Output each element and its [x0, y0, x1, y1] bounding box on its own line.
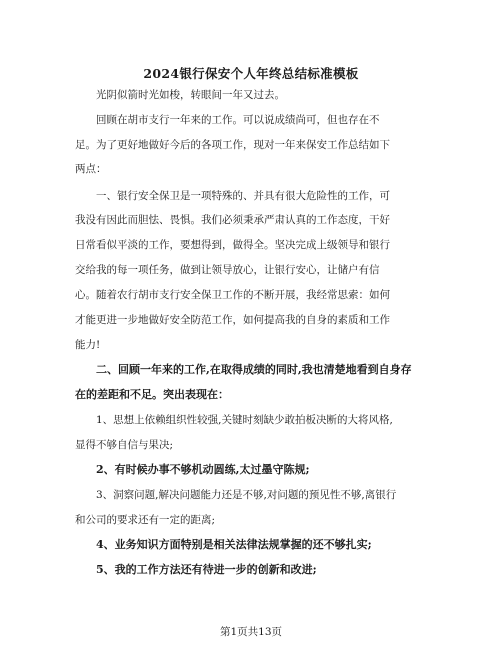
text-line: 在的差距和不足。突出表现在：	[75, 388, 229, 401]
text-line: 2、有时候办事不够机动圆练,太过墨守陈规;	[96, 463, 310, 476]
document-title: 2024银行保安个人年终总结标准模板	[143, 66, 359, 81]
text-line: 4、业务知识方面特别是相关法律法规掌握的还不够扎实;	[96, 538, 372, 551]
text-line: 显得不够自信与果决;	[75, 439, 174, 451]
text-line: 3、洞察问题,解决问题能力还是不够,对问题的预见性不够,离银行	[96, 489, 397, 501]
text-line: 足。为了更好地做好今后的各项工作，现对一年来保安工作总结如下	[75, 139, 390, 151]
text-line: 光阴似箭时光如梭，转眼间一年又过去。	[96, 89, 285, 101]
text-line: 能力!	[75, 339, 101, 351]
text-line: 1、思想上依赖组织性较强,关键时刻缺少敢拍板决断的大将风格,	[96, 414, 393, 426]
text-line: 5、我的工作方法还有待进一步的创新和改进;	[96, 563, 317, 576]
text-line: 才能更进一步地做好安全防范工作，如何提高我的自身的素质和工作	[75, 314, 390, 326]
text-line: 交给我的每一项任务，做到让领导放心，让银行安心，让储户有信	[75, 264, 380, 276]
text-line: 和公司的要求还有一定的距离;	[75, 514, 216, 526]
text-line: 回顾在胡市支行一年来的工作。可以说成绩尚可，但也存在不	[96, 114, 380, 126]
page-footer: 第1页共13页	[219, 626, 283, 638]
text-line: 两点：	[75, 163, 107, 175]
text-line: 一、银行安全保卫是一项特殊的、并具有很大危险性的工作，可	[96, 190, 390, 202]
text-line: 我没有因此而胆怯、畏惧。我们必须秉承严肃认真的工作态度，干好	[75, 214, 390, 226]
text-line: 二、回顾一年来的工作,在取得成绩的同时,我也清楚地看到自身存	[96, 363, 412, 376]
text-line: 日常看似平淡的工作，要想得到，做得全。坚决完成上级领导和银行	[75, 239, 390, 251]
text-line: 心。随着农行胡市支行安全保卫工作的不断开展，我经常思索：如何	[75, 289, 390, 301]
